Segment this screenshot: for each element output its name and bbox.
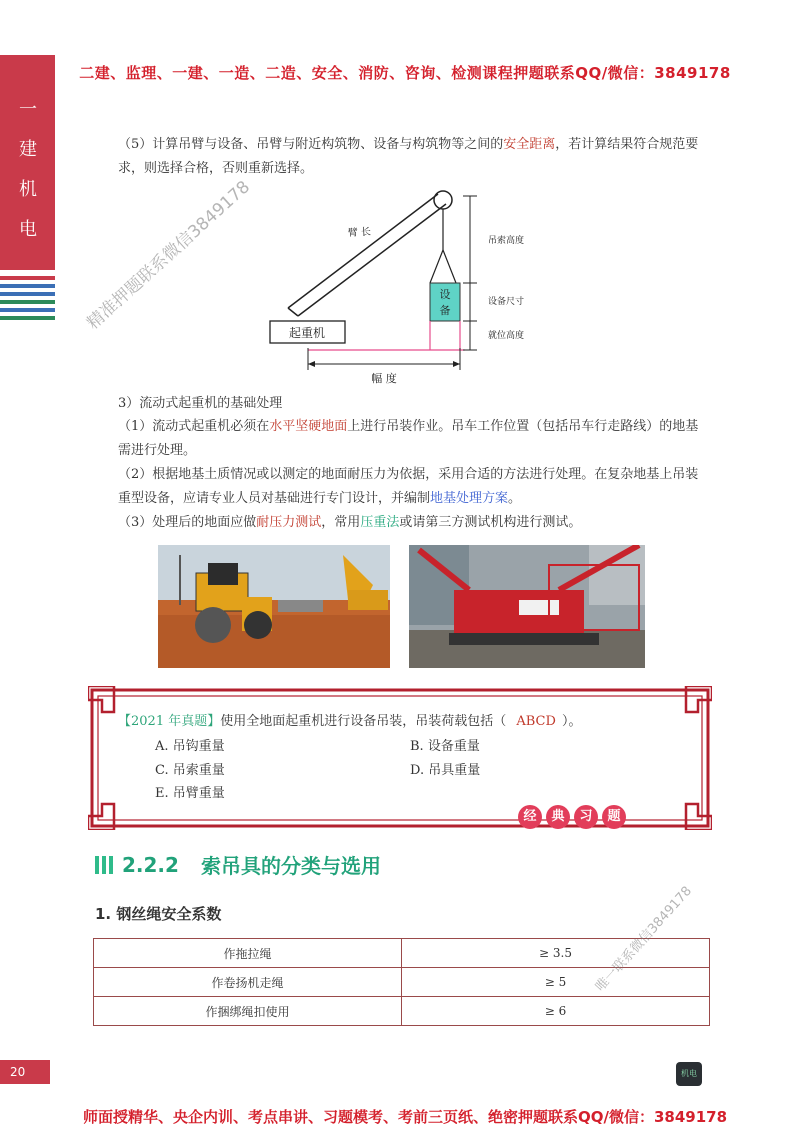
- table-row: [94, 997, 710, 1026]
- table-cell-use: 作捆绑绳扣使用: [94, 997, 402, 1026]
- section-number: 2.2.2: [122, 852, 179, 877]
- section-title: 索吊具的分类与选用: [200, 854, 381, 878]
- quiz-option-b: B. 设备重量: [410, 739, 480, 754]
- highlight-hard-ground: 水平坚硬地面: [269, 419, 348, 434]
- quiz-option-a: A. 吊钩重量: [155, 739, 225, 754]
- bottom-contact-banner: 师面授精华、央企内训、考点串讲、习题模考、考前三页纸、绝密押题联系QQ/微信：3849178: [82, 1108, 728, 1126]
- rigging-height-label: 吊索高度: [488, 236, 525, 246]
- crane-lifting-diagram: [260, 188, 560, 393]
- photo-crawler-crane: [409, 545, 645, 668]
- paragraph-safety-distance: [118, 133, 708, 181]
- badge-char: 经: [518, 805, 542, 829]
- paragraph-foundation-3: [118, 511, 708, 535]
- crane-label: 起重机: [288, 326, 326, 340]
- side-stripe-blue: [0, 284, 55, 288]
- side-stripe-red: [0, 276, 55, 280]
- arrow-head: [308, 361, 315, 367]
- side-stripe-blue: [0, 292, 55, 296]
- highlight-foundation-plan: 地基处理方案: [430, 491, 509, 506]
- paragraph-foundation-2: [118, 463, 708, 511]
- page-number: 20: [0, 1060, 50, 1084]
- side-tab-char: 建: [19, 139, 37, 160]
- top-contact-banner: 二建、监理、一建、一造、二造、安全、消防、咨询、检测课程押题联系QQ/微信：3849178: [79, 64, 731, 82]
- table-cell-factor: ≥ 5: [402, 968, 710, 997]
- quiz-stem: 使用全地面起重机进行设备吊装，吊装荷载包括（: [220, 714, 507, 729]
- chapter-side-tab: [0, 55, 55, 270]
- paragraph-foundation-1: [118, 415, 708, 463]
- sling-line: [443, 250, 456, 283]
- para-text: ，若计算结果符合规范要求，则选择合格，否则重新选择。: [118, 137, 699, 176]
- badge-char: 习: [574, 805, 598, 829]
- quiz-option-e: E. 吊臂重量: [155, 786, 225, 801]
- equipment-size-label: 设备尺寸: [488, 297, 525, 307]
- watermark-left: 精准押题联系微信3849178: [83, 177, 255, 334]
- seat-height-label: 就位高度: [488, 331, 525, 341]
- corner-logo: 机电: [676, 1062, 702, 1086]
- side-stripe-green: [0, 300, 55, 304]
- badge-char: 题: [602, 805, 626, 829]
- para-text: 或请第三方测试机构进行测试。: [399, 515, 582, 530]
- section-bars-icon: [95, 854, 116, 873]
- quiz-tag: 【2021 年真题】: [118, 714, 221, 729]
- table-cell-factor: ≥ 3.5: [402, 939, 710, 968]
- radius-label: 幅 度: [371, 372, 397, 385]
- badge-char: 典: [546, 805, 570, 829]
- side-tab-char: 一: [19, 99, 37, 120]
- equipment-label: 设: [439, 288, 451, 301]
- sling-line: [430, 250, 443, 283]
- highlight-weight-method: 压重法: [360, 515, 400, 530]
- quiz-close: ）。: [561, 714, 582, 729]
- photo-road-roller: [158, 545, 390, 668]
- arrow-head: [453, 361, 460, 367]
- side-tab-char: 电: [19, 219, 37, 240]
- watermark-right: 唯一联系微信3849178: [592, 883, 696, 995]
- subheading-rope-safety: 1. 钢丝绳安全系数: [95, 905, 222, 923]
- quiz-question: [118, 710, 581, 729]
- classic-exercise-badge: [514, 805, 626, 829]
- highlight-safety-distance: 安全距离: [503, 137, 556, 152]
- quiz-answer: ABCD: [516, 714, 556, 729]
- para-text: （2）根据地基土质情况或以测定的地面耐压力为依据，采用合适的方法进行处理。在复杂地基上吊装重型设备，应请专业人员对基础进行专门设计，并编制: [118, 467, 699, 506]
- boom-arm: [288, 194, 446, 316]
- para-text: ，常用: [321, 515, 361, 530]
- para-text: 。: [508, 491, 522, 506]
- side-stripe-blue: [0, 308, 55, 312]
- heading-foundation: 3）流动式起重机的基础处理: [118, 396, 283, 411]
- side-tab-char: 机: [19, 179, 37, 200]
- para-text: 上进行吊装作业。吊车工作位置（包括吊车行走路线）的地基需进行处理。: [118, 419, 699, 458]
- equipment-label: 备: [439, 304, 451, 317]
- table-cell-use: 作卷扬机走绳: [94, 968, 402, 997]
- para-text: （3）处理后的地面应做: [118, 515, 257, 530]
- highlight-pressure-test: 耐压力测试: [256, 515, 322, 530]
- boom-label: 臂 长: [347, 226, 372, 239]
- para-text: （1）流动式起重机必须在: [118, 419, 270, 434]
- quiz-option-c: C. 吊索重量: [155, 763, 225, 778]
- table-cell-use: 作拖拉绳: [94, 939, 402, 968]
- section-heading-222: [95, 850, 495, 880]
- para-text: （5）计算吊臂与设备、吊臂与附近构筑物、设备与构筑物等之间的: [118, 137, 504, 152]
- quiz-option-d: D. 吊具重量: [410, 763, 481, 778]
- side-stripe-green: [0, 316, 55, 320]
- table-cell-factor: ≥ 6: [402, 997, 710, 1026]
